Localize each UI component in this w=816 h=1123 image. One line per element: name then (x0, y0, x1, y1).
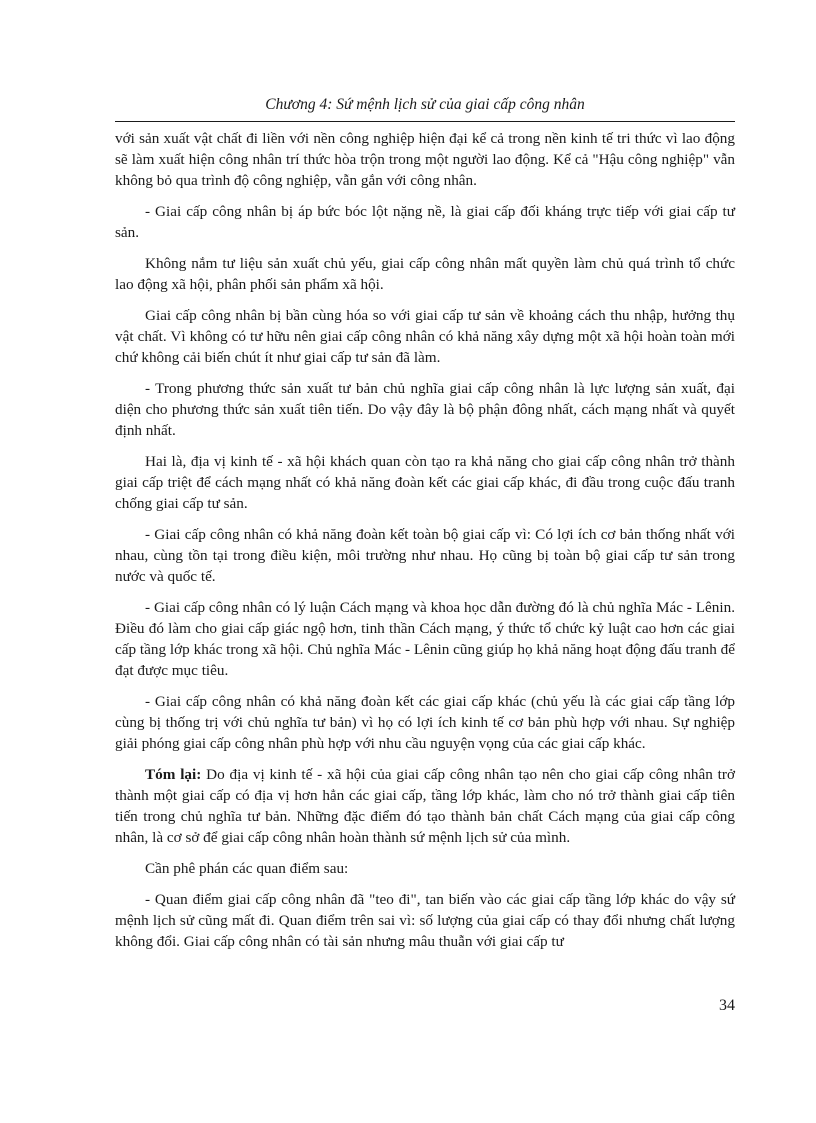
paragraph (115, 378, 735, 441)
paragraph-text: - Quan điểm giai cấp công nhân đã "teo đi", tan biến vào các giai cấp tầng lớp khác do vậy sứ mệnh lịch sử cũng mất đi. Quan điểm trên sai vì: số lượng của giai cấp có thay đổi nhưng chất lượng không đổi. Giai cấp công nhân có tài sản nhưng mâu thuẫn với giai cấp tư (115, 891, 735, 950)
paragraph (115, 451, 735, 514)
header-rule (115, 121, 735, 122)
body-text (115, 128, 735, 962)
paragraph-text: - Giai cấp công nhân có lý luận Cách mạng và khoa học dẫn đường đó là chủ nghĩa Mác - Lênin. Điều đó làm cho giai cấp giác ngộ hơn, tinh thần Cách mạng, ý thức tổ chức kỷ luật cao hơn các giai cấp tầng lớp khác trong xã hội. Chủ nghĩa Mác - Lênin cũng giúp họ khả năng hoạt động đấu tranh để đạt được mục tiêu. (115, 599, 735, 679)
paragraph-text: - Giai cấp công nhân bị áp bức bóc lột nặng nề, là giai cấp đối kháng trực tiếp với giai cấp tư sản. (115, 203, 735, 241)
paragraph-text: Do địa vị kinh tế - xã hội của giai cấp công nhân tạo nên cho giai cấp công nhân trở thành một giai cấp có địa vị hơn hẳn các giai cấp, tầng lớp khác, làm cho nó trở thành giai cấp tiên tiến trong chủ nghĩa tư bản. Những đặc điểm đó tạo thành bản chất Cách mạng của giai cấp công nhân, là cơ sở để giai cấp công nhân hoàn thành sứ mệnh lịch sử của mình. (115, 766, 735, 846)
paragraph (115, 253, 735, 295)
paragraph (115, 524, 735, 587)
paragraph-text: - Trong phương thức sản xuất tư bản chủ nghĩa giai cấp công nhân là lực lượng sản xuất, đại diện cho phương thức sản xuất tiên tiến. Do vậy đây là bộ phận đông nhất, cách mạng nhất và quyết định nhất. (115, 380, 735, 439)
paragraph-text: Cần phê phán các quan điểm sau: (145, 860, 349, 877)
paragraph (115, 201, 735, 243)
paragraph-text: Không nắm tư liệu sản xuất chủ yếu, giai cấp công nhân mất quyền làm chủ quá trình tổ chức lao động xã hội, phân phối sản phẩm xã hội. (115, 255, 735, 293)
summary-paragraph (115, 764, 735, 848)
paragraph (115, 691, 735, 754)
paragraph (115, 858, 735, 879)
page-number: 34 (719, 997, 735, 1014)
paragraph (115, 889, 735, 952)
summary-lead: Tóm lại: (145, 766, 202, 783)
paragraph-text: với sản xuất vật chất đi liền với nền công nghiệp hiện đại kể cả trong nền kinh tế tri thức vì lao động sẽ làm xuất hiện công nhân trí thức hòa trộn trong một người lao động. Kể cả "Hậu công nghiệp" vẫn không bỏ qua trình độ công nghiệp, vẫn gắn với công nhân. (115, 130, 735, 189)
running-header: Chương 4: Sứ mệnh lịch sử của giai cấp công nhân (265, 96, 585, 113)
paragraph-text: - Giai cấp công nhân có khả năng đoàn kết các giai cấp khác (chủ yếu là các giai cấp tầng lớp cùng bị thống trị với chủ nghĩa tư bản) vì họ có lợi ích kinh tế cơ bản phù hợp với nhau. Sự nghiệp giải phóng giai cấp công nhân phù hợp với nhu cầu nguyện vọng của các giai cấp khác. (115, 693, 735, 752)
paragraph (115, 305, 735, 368)
paragraph-text: Giai cấp công nhân bị bần cùng hóa so với giai cấp tư sản về khoảng cách thu nhập, hưởng thụ vật chất. Vì không có tư hữu nên giai cấp công nhân có khả năng xây dựng một xã hội hoàn toàn mới chứ không cải biến chút ít như giai cấp tư sản đã làm. (115, 307, 735, 366)
paragraph-text: - Giai cấp công nhân có khả năng đoàn kết toàn bộ giai cấp vì: Có lợi ích cơ bản thống nhất với nhau, cùng tồn tại trong điều kiện, môi trường như nhau. Họ cũng bị toàn bộ giai cấp tư sản trong nước và quốc tế. (115, 526, 735, 585)
paragraph (115, 597, 735, 681)
paragraph-continuation (115, 128, 735, 191)
paragraph-text: Hai là, địa vị kinh tế - xã hội khách quan còn tạo ra khả năng cho giai cấp công nhân trở thành giai cấp triệt để cách mạng nhất có khả năng đoàn kết các giai cấp khác, đi đầu trong cuộc đấu tranh chống giai cấp tư sản. (115, 453, 735, 512)
